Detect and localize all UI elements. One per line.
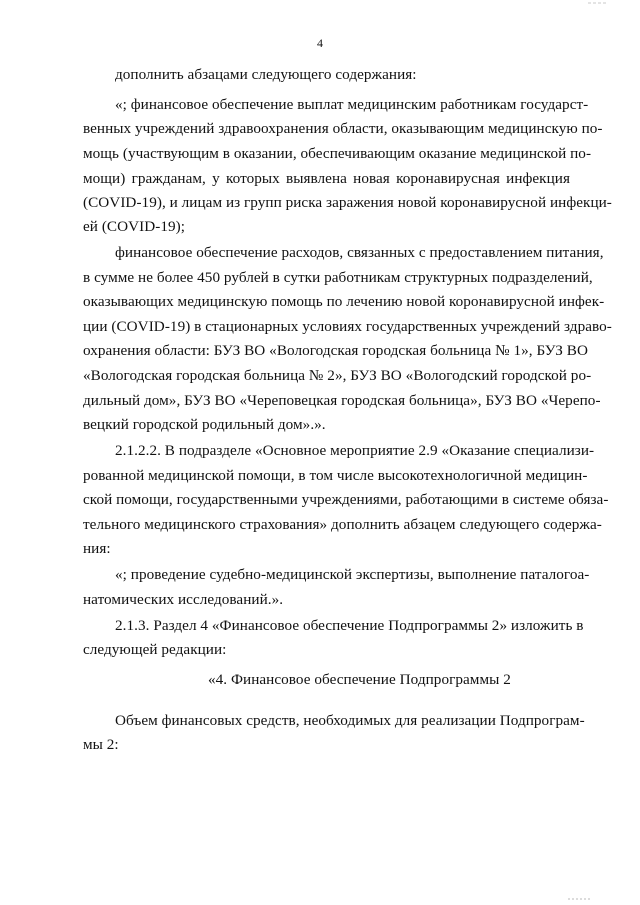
- text-line: натомических исследований.».: [83, 591, 284, 608]
- text-line: охранения области: БУЗ ВО «Вологодская городская больница № 1», БУЗ ВО: [83, 342, 589, 359]
- scan-mark-top: [586, 0, 610, 6]
- text-line: 2.1.3. Раздел 4 «Финансовое обеспечение Подпрограммы 2» изложить в: [115, 617, 584, 634]
- text-line: дильный дом», БУЗ ВО «Череповецкая городская больница», БУЗ ВО «Черепо-: [83, 392, 601, 409]
- text-line: 2.1.2.2. В подразделе «Основное мероприятие 2.9 «Оказание специализи-: [115, 442, 595, 459]
- text-line: «; проведение судебно-медицинской экспертизы, выполнение паталогоа-: [115, 566, 590, 583]
- text-line: «Вологодская городская больница № 2», БУЗ ВО «Вологодский городской ро-: [83, 367, 592, 384]
- text-line: вецкий городской родильный дом».».: [83, 416, 326, 433]
- text-line: ния:: [83, 540, 111, 557]
- text-line: финансовое обеспечение расходов, связанных с предоставлением питания,: [115, 244, 604, 261]
- section-heading: «4. Финансовое обеспечение Подпрограммы 2: [208, 671, 511, 688]
- text-line: рованной медицинской помощи, в том числе высокотехнологичной медицин-: [83, 467, 588, 484]
- text-line: ции (COVID-19) в стационарных условиях государственных учреждений здраво-: [83, 318, 612, 335]
- text-line: венных учреждений здравоохранения области, оказывающим медицинскую по-: [83, 120, 603, 137]
- text-line: мощь (участвующим в оказании, обеспечивающим оказание медицинской по-: [83, 145, 592, 162]
- text-line: следующей редакции:: [83, 641, 227, 658]
- text-line: «; финансовое обеспечение выплат медицинским работникам государст-: [115, 96, 589, 113]
- text-line: мы 2:: [83, 736, 119, 753]
- text-line: ской помощи, государственными учреждениями, работающими в системе обяза-: [83, 491, 609, 508]
- text-line: ей (COVID-19);: [83, 218, 186, 235]
- text-line: дополнить абзацами следующего содержания:: [115, 66, 417, 83]
- text-line: Объем финансовых средств, необходимых для реализации Подпрограм-: [115, 712, 585, 729]
- scan-mark-bottom: [566, 896, 594, 902]
- page-number: 4: [317, 36, 323, 50]
- text-line: мощи) гражданам, у которых выявлена новая коронавирусная инфекция: [83, 170, 570, 187]
- text-line: тельного медицинского страхования» дополнить абзацем следующего содержа-: [83, 516, 602, 533]
- text-line: оказывающих медицинскую помощь по лечению новой коронавирусной инфек-: [83, 293, 605, 310]
- text-line: в сумме не более 450 рублей в сутки работникам структурных подразделений,: [83, 269, 593, 286]
- text-line: (COVID-19), и лицам из групп риска заражения новой коронавирусной инфекци-: [83, 194, 612, 211]
